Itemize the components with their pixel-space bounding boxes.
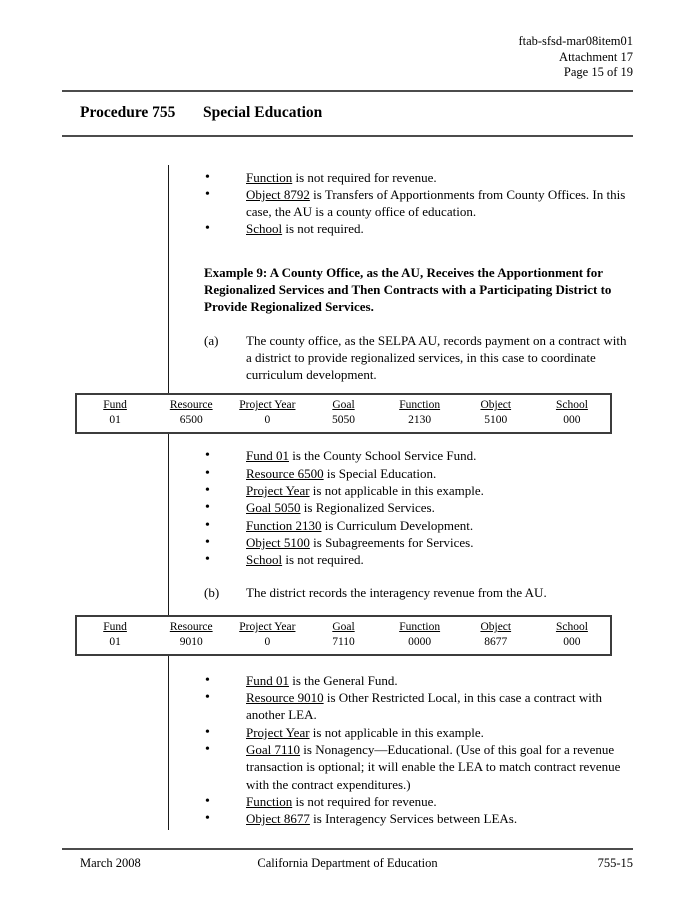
table-value-cell: 5050 bbox=[331, 414, 355, 427]
table-value-row bbox=[77, 413, 610, 428]
bullet-lead: Function bbox=[246, 169, 293, 185]
table-value-cell: 0000 bbox=[408, 635, 432, 648]
bullet-text: is Regionalized Services. bbox=[300, 500, 435, 516]
account-table-1 bbox=[75, 393, 612, 434]
title-rule-bottom bbox=[62, 135, 633, 137]
table-header-cell: Goal bbox=[332, 620, 355, 633]
bullet-text: is not required. bbox=[282, 552, 364, 568]
bullet-item bbox=[169, 447, 633, 464]
table-value-cell: 0 bbox=[264, 635, 271, 648]
bullet-text: is not applicable in this example. bbox=[309, 724, 484, 740]
item-a-label: (a) bbox=[204, 332, 219, 348]
table-header-cell: Project Year bbox=[239, 620, 296, 633]
document-header bbox=[62, 34, 633, 81]
document-footer bbox=[62, 856, 633, 872]
bullet-item bbox=[169, 672, 633, 689]
bullet-text: is Special Education. bbox=[323, 465, 437, 481]
table-value-cell: 8677 bbox=[484, 635, 508, 648]
table-header-row bbox=[77, 398, 610, 413]
bullet-lead: Object 8677 bbox=[246, 811, 310, 827]
example-9-heading: Example 9: A County Office, as the AU, Receives the Apportionment for Regionalized Services and Then Contracts with a Participating District to Provide Regionalized Services. bbox=[204, 264, 612, 315]
bullet-list-3 bbox=[169, 672, 633, 828]
footer-page-code: 755-15 bbox=[597, 855, 633, 870]
footer-date: March 2008 bbox=[80, 855, 141, 870]
page-title bbox=[80, 104, 633, 122]
bullet-lead: Fund 01 bbox=[246, 448, 289, 464]
table-header-cell: School bbox=[555, 620, 588, 633]
table-header-cell: Resource bbox=[169, 399, 213, 412]
bullet-item bbox=[169, 741, 633, 793]
bullet-lead: Function 2130 bbox=[246, 517, 322, 533]
bullet-lead: Project Year bbox=[246, 483, 310, 499]
table-header-cell: Fund bbox=[103, 399, 127, 412]
item-b bbox=[169, 584, 633, 601]
table-header-cell: Object bbox=[480, 399, 512, 412]
bullet-lead: Goal 7110 bbox=[246, 742, 301, 758]
bullet-text: is Other Restricted Local, in this case a contract with another LEA. bbox=[246, 690, 602, 723]
procedure-number: Procedure 755 bbox=[80, 103, 176, 121]
bullet-lead: Function bbox=[246, 793, 293, 809]
table-header-cell: Project Year bbox=[239, 399, 296, 412]
bullet-lead: School bbox=[246, 221, 283, 237]
bullet-item bbox=[169, 793, 633, 810]
bullet-item bbox=[169, 724, 633, 741]
bullet-list-1 bbox=[169, 169, 633, 238]
bullet-item bbox=[169, 186, 633, 221]
table-header-cell: Function bbox=[399, 399, 441, 412]
item-b-label: (b) bbox=[204, 584, 220, 600]
bullet-lead: Fund 01 bbox=[246, 672, 289, 688]
title-rule-top bbox=[62, 90, 633, 92]
bullet-text: is Nonagency—Educational. (Use of this goal for a revenue transaction is optional; it will enable the LEA to match contract revenue with the contract expenditures.) bbox=[246, 742, 621, 792]
item-a bbox=[169, 332, 633, 384]
bullet-text: is not required for revenue. bbox=[292, 169, 437, 185]
bullet-lead: Object 8792 bbox=[246, 186, 310, 202]
table-header-row bbox=[77, 620, 610, 635]
table-value-cell: 000 bbox=[563, 414, 581, 427]
footer-org: California Department of Education bbox=[257, 855, 438, 870]
bullet-lead: Resource 9010 bbox=[246, 690, 324, 706]
bullet-text: is not required. bbox=[282, 221, 364, 237]
section-table2-notes bbox=[168, 656, 633, 830]
bullet-text: is not required for revenue. bbox=[292, 793, 437, 809]
item-a-text: The county office, as the SELPA AU, records payment on a contract with a district to provide regionalized services, in this case to coordinate curriculum development. bbox=[246, 332, 627, 383]
bullet-text: is the County School Service Fund. bbox=[288, 448, 477, 464]
bullet-item bbox=[169, 220, 633, 237]
table-value-cell: 7110 bbox=[332, 635, 355, 648]
bullet-item bbox=[169, 689, 633, 724]
bullet-item bbox=[169, 499, 633, 516]
table-value-cell: 6500 bbox=[179, 414, 203, 427]
procedure-subject: Special Education bbox=[203, 103, 323, 121]
header-attachment: Attachment 17 bbox=[559, 49, 633, 64]
table-header-cell: Object bbox=[480, 620, 512, 633]
bullet-list-2 bbox=[169, 447, 633, 568]
header-doc-ref: ftab-sfsd-mar08item01 bbox=[518, 34, 633, 48]
item-b-text: The district records the interagency revenue from the AU. bbox=[246, 584, 547, 600]
table-header-cell: Function bbox=[399, 620, 441, 633]
account-table-2 bbox=[75, 615, 612, 656]
bullet-lead: Goal 5050 bbox=[246, 500, 301, 516]
bullet-text: is the General Fund. bbox=[288, 672, 398, 688]
bullet-item bbox=[169, 810, 633, 827]
bullet-item bbox=[169, 517, 633, 534]
bullet-item bbox=[169, 169, 633, 186]
bullet-lead: Resource 6500 bbox=[246, 465, 324, 481]
bullet-text: is Transfers of Apportionments from County Offices. In this case, the AU is a county office of education. bbox=[246, 186, 626, 220]
bullet-lead: Object 5100 bbox=[246, 534, 310, 550]
bullet-text: is not applicable in this example. bbox=[309, 483, 484, 499]
bullet-item bbox=[169, 465, 633, 482]
bullet-item bbox=[169, 551, 633, 568]
table-value-cell: 000 bbox=[563, 635, 581, 648]
table-header-cell: Fund bbox=[103, 620, 127, 633]
table-value-cell: 5100 bbox=[484, 414, 508, 427]
section-table1-notes bbox=[168, 434, 633, 614]
section-intro bbox=[168, 165, 633, 394]
table-header-cell: Resource bbox=[169, 620, 213, 633]
bullet-item bbox=[169, 482, 633, 499]
bullet-text: is Curriculum Development. bbox=[321, 517, 474, 533]
table-value-cell: 0 bbox=[264, 414, 271, 427]
bullet-text: is Subagreements for Services. bbox=[309, 534, 474, 550]
bullet-lead: Project Year bbox=[246, 724, 310, 740]
bullet-item bbox=[169, 534, 633, 551]
table-value-cell: 01 bbox=[109, 414, 121, 427]
table-header-cell: School bbox=[555, 399, 588, 412]
table-value-cell: 9010 bbox=[179, 635, 203, 648]
table-value-cell: 2130 bbox=[408, 414, 432, 427]
table-header-cell: Goal bbox=[332, 399, 355, 412]
table-value-cell: 01 bbox=[109, 635, 121, 648]
bullet-lead: School bbox=[246, 552, 283, 568]
bullet-text: is Interagency Services between LEAs. bbox=[309, 811, 518, 827]
header-page-number: Page 15 of 19 bbox=[563, 65, 633, 79]
table-value-row bbox=[77, 635, 610, 650]
footer-rule bbox=[62, 848, 633, 850]
